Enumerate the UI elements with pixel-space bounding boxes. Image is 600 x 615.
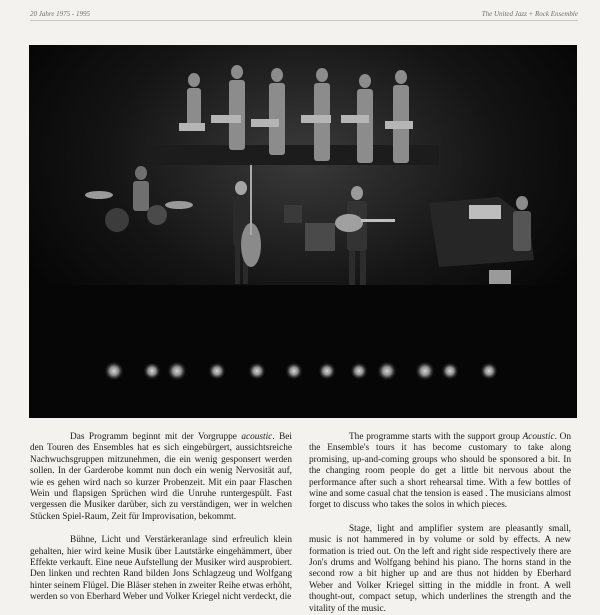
header-rule (30, 20, 578, 21)
english-text-column (309, 432, 571, 615)
german-paragraph-1: Das Programm beginnt mit der Vorgruppe acoustic. Bei den Touren des Ensembles hat es sich eingebürgert, aussichtsreiche Nachwuchsgruppen mitzunehmen, die ein wenig gesponsert werden sollen. In der Garderobe kommt nun doch ein wenig Nervosität auf, wie es gehen wird nach so kurzer Probenzeit. Mit ein paar Flaschen Wein und flapsigen Sprüchen wird die Unruhe runtergespült. Fast vergessen die Musiker darüber, sich zu verständigen, wer in welchen Stücken Spiel-Raum, Zeit für Improvisation, bekommt. (30, 432, 293, 522)
header-left: 20 Jahre 1975 - 1995 (30, 10, 91, 18)
header-right: The United Jazz + Rock Ensemble (481, 10, 578, 18)
concert-photo (29, 45, 577, 418)
german-text-column (30, 432, 292, 604)
german-paragraph-2: Bühne, Licht und Verstärkeranlage sind erfreulich klein gehalten, hier wird keine Musik über Lautstärke eingehämmert, über Effekte verkauft. Eine neue Aufstellung der Musiker wird ausprobiert. Den linken und rechten Rand bilden Jons Schlagzeug und Wolfgang hinter seinem Flügel. Die Bläser stehen in zweiter Reihe etwas erhöht, werden so von Eberhard Weber und Volker Kriegel nicht verdeckt, die (30, 535, 292, 603)
english-paragraph-1: The programme starts with the support group Acoustic. On the Ensemble's tours it has become customary to take along promising, up-and-coming groups who should be sponsored a bit. In the changing room people do get a little bit nervous about the performance after such a short rehearsal time. With a few bottles of wine and some casual chat the tension is eased . The musicians almost forget to discuss who takes the solos in which pieces. (309, 432, 572, 511)
english-paragraph-2: Stage, light and amplifier system are pleasantly small, music is not hammered in by volume or sold by effects. A new formation is tried out. On the left and right side respectively there are Jon's drums and Wolfgang behind his piano. The horns stand in the second row a bit higher up and are thus not hidden by Eberhard Weber and Volker Kriegel sitting in the middle in front. A well thought-out, compact setup, which underlines the strength and the vitality of the music. (309, 523, 571, 614)
